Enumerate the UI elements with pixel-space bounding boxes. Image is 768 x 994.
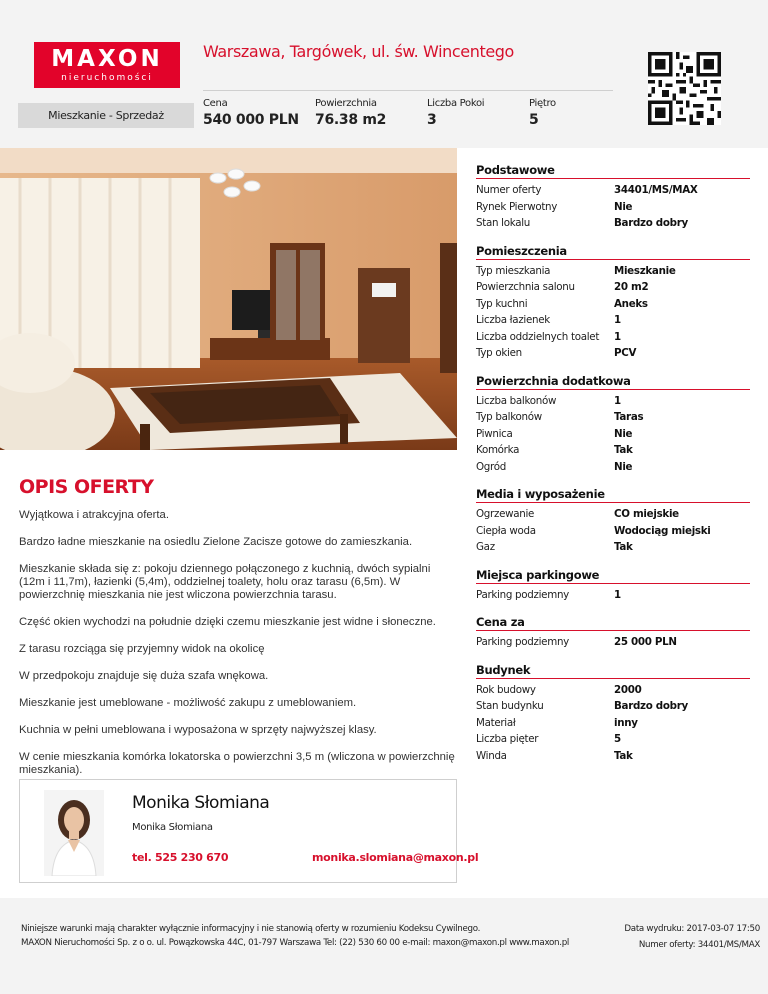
detail-key: Liczba oddzielnych toalet <box>476 330 600 343</box>
description-paragraph: Bardzo ładne mieszkanie na osiedlu Zielone Zacisze gotowe do zamieszkania. <box>19 536 413 548</box>
stat-label: Powierzchnia <box>315 98 377 109</box>
detail-row <box>476 182 750 199</box>
detail-key: Liczba pięter <box>476 733 539 745</box>
section-media <box>476 487 750 556</box>
detail-row <box>476 345 750 362</box>
stat-value: 3 <box>427 112 437 128</box>
detail-row <box>476 263 750 280</box>
detail-value: CO miejskie <box>614 508 679 520</box>
section-pomieszczenia <box>476 244 750 362</box>
detail-value: 25 000 PLN <box>614 636 677 648</box>
detail-value: 1 <box>614 314 621 326</box>
footer-info <box>21 922 569 950</box>
detail-value: Tak <box>614 749 633 762</box>
agent-name: Monika Słomiana <box>132 793 270 813</box>
description-paragraph: W przedpokoju znajduje się duża szafa wnękowa. <box>19 670 269 682</box>
detail-key: Numer oferty <box>476 184 542 196</box>
stat-area <box>315 98 386 128</box>
detail-row <box>476 715 750 732</box>
detail-value: Wodociąg miejski <box>614 524 711 537</box>
stat-label: Piętro <box>529 98 556 109</box>
print-date: Data wydruku: 2017-03-07 17:50 <box>624 924 760 934</box>
detail-row <box>476 539 750 556</box>
section-parking <box>476 568 750 604</box>
detail-row <box>476 279 750 296</box>
detail-value: Tak <box>614 444 633 456</box>
divider <box>203 90 613 91</box>
section-title: Budynek <box>476 663 750 679</box>
detail-row <box>476 199 750 216</box>
detail-value: 20 m2 <box>614 281 649 293</box>
agent-avatar <box>44 790 104 876</box>
stat-label: Liczba Pokoi <box>427 98 485 109</box>
details-panel <box>476 163 750 776</box>
stat-rooms <box>427 98 484 128</box>
logo-sub: nieruchomości <box>61 73 153 83</box>
stat-value: 5 <box>529 112 539 128</box>
offer-title: Warszawa, Targówek, ul. św. Wincentego <box>203 42 514 61</box>
detail-value: Nie <box>614 460 633 473</box>
detail-key: Rynek Pierwotny <box>476 200 558 213</box>
section-title: Pomieszczenia <box>476 244 750 260</box>
detail-value: 1 <box>614 330 621 343</box>
detail-key: Stan lokalu <box>476 217 531 229</box>
agent-card <box>19 779 479 883</box>
detail-value: 1 <box>614 394 621 407</box>
detail-key: Ogrzewanie <box>476 508 535 520</box>
detail-key: Powierzchnia salonu <box>476 281 575 293</box>
detail-value: inny <box>614 716 638 729</box>
detail-value: 2000 <box>614 683 642 696</box>
section-budynek <box>476 663 750 765</box>
detail-value: Bardzo dobry <box>614 217 688 229</box>
section-title: Podstawowe <box>476 163 750 179</box>
description-title: OPIS OFERTY <box>19 476 154 498</box>
stat-value: 76.38 m2 <box>315 112 387 128</box>
detail-row <box>476 682 750 699</box>
stat-label: Cena <box>203 98 228 109</box>
qr-code-icon[interactable] <box>646 52 723 125</box>
description-paragraph: Część okien wychodzi na południe dzięki czemu mieszkanie jest widne i słoneczne. <box>19 616 436 628</box>
detail-row <box>476 731 750 748</box>
detail-value: Taras <box>614 411 644 423</box>
detail-row <box>476 329 750 346</box>
detail-row <box>476 215 750 232</box>
detail-value: Mieszkanie <box>614 264 676 277</box>
detail-value: Nie <box>614 427 633 440</box>
footer-disclaimer: Niniejsze warunki mają charakter wyłącznie informacyjny i nie stanowią oferty w rozumieniu Kodeksu Cywilnego. <box>21 924 481 934</box>
description-paragraph: W cenie mieszkania komórka lokatorska o powierzchni 3,5 m (wliczona w powierzchnię mieszkania). <box>19 751 455 776</box>
detail-row <box>476 312 750 329</box>
detail-key: Liczba łazienek <box>476 314 550 326</box>
agent-phone-link[interactable]: tel. 525 230 670 <box>132 851 229 864</box>
description-paragraph: Kuchnia w pełni umeblowana i wyposażona w sprzęty najwyższej klasy. <box>19 724 377 736</box>
detail-row <box>476 634 750 651</box>
section-title: Cena za <box>476 615 750 631</box>
detail-row <box>476 748 750 765</box>
section-title: Powierzchnia dodatkowa <box>476 374 750 390</box>
detail-row <box>476 459 750 476</box>
detail-key: Parking podziemny <box>476 636 569 648</box>
logo-main: MAXON <box>51 46 163 72</box>
detail-key: Komórka <box>476 444 520 456</box>
detail-value: Nie <box>614 200 633 213</box>
detail-key: Typ mieszkania <box>476 264 551 277</box>
property-photo[interactable] <box>0 148 457 450</box>
stat-price <box>203 98 299 128</box>
detail-key: Parking podziemny <box>476 588 569 601</box>
description-text <box>19 509 459 791</box>
detail-value: 5 <box>614 733 621 745</box>
detail-value: PCV <box>614 347 637 359</box>
detail-row <box>476 587 750 604</box>
maxon-logo[interactable] <box>34 42 180 88</box>
detail-row <box>476 698 750 715</box>
detail-key: Piwnica <box>476 427 513 440</box>
stat-value: 540 000 PLN <box>203 112 299 128</box>
footer-company: MAXON Nieruchomości Sp. z o o. ul. Powązkowska 44C, 01-797 Warszawa Tel: (22) 530 60 00 e-mail: maxon@maxon.pl www.maxon.pl <box>21 938 570 948</box>
detail-row <box>476 523 750 540</box>
detail-key: Typ okien <box>476 347 522 359</box>
detail-key: Materiał <box>476 716 516 729</box>
description-paragraph: Z tarasu rozciąga się przyjemny widok na okolicę <box>19 643 265 655</box>
detail-value: Tak <box>614 541 633 553</box>
description-paragraph: Mieszkanie składa się z: pokoju dziennego połączonego z kuchnią, dwóch sypialni (12m i 11,7m), łazienki (5,4m), oddzielnej toalety, holu oraz tarasu (6,5m). W powierzchnię mieszkania nie jest wliczona powierzchnia tarasu. <box>19 563 431 601</box>
detail-value: Bardzo dobry <box>614 700 688 712</box>
detail-row <box>476 506 750 523</box>
section-podstawowe <box>476 163 750 232</box>
description-paragraph: Wyjątkowa i atrakcyjna oferta. <box>19 509 169 521</box>
category-badge: Mieszkanie - Sprzedaż <box>18 103 194 128</box>
detail-key: Gaz <box>476 541 495 553</box>
detail-key: Ciepła woda <box>476 524 536 537</box>
detail-key: Rok budowy <box>476 683 536 696</box>
footer <box>0 898 768 994</box>
detail-row <box>476 409 750 426</box>
detail-row <box>476 393 750 410</box>
detail-key: Typ kuchni <box>476 297 528 310</box>
section-title: Miejsca parkingowe <box>476 568 750 584</box>
detail-key: Ogród <box>476 460 506 473</box>
detail-row <box>476 426 750 443</box>
detail-key: Typ balkonów <box>476 411 542 423</box>
description-paragraph: Mieszkanie jest umeblowane - możliwość zakupu z umeblowaniem. <box>19 697 357 709</box>
stat-floor <box>529 98 556 128</box>
detail-value: 34401/MS/MAX <box>614 184 698 196</box>
agent-email-link[interactable]: monika.slomiana@maxon.pl <box>312 851 479 864</box>
detail-row <box>476 296 750 313</box>
footer-meta <box>624 921 760 953</box>
offer-number: Numer oferty: 34401/MS/MAX <box>638 940 760 950</box>
agent-subtitle: Monika Słomiana <box>132 822 213 833</box>
detail-key: Stan budynku <box>476 700 544 712</box>
detail-value: Aneks <box>614 297 648 310</box>
detail-value: 1 <box>614 588 621 601</box>
section-powierzchnia-dodatkowa <box>476 374 750 476</box>
detail-row <box>476 442 750 459</box>
header <box>0 0 768 148</box>
detail-key: Liczba balkonów <box>476 394 557 407</box>
section-cena-za <box>476 615 750 651</box>
detail-key: Winda <box>476 749 507 762</box>
section-title: Media i wyposażenie <box>476 487 750 503</box>
